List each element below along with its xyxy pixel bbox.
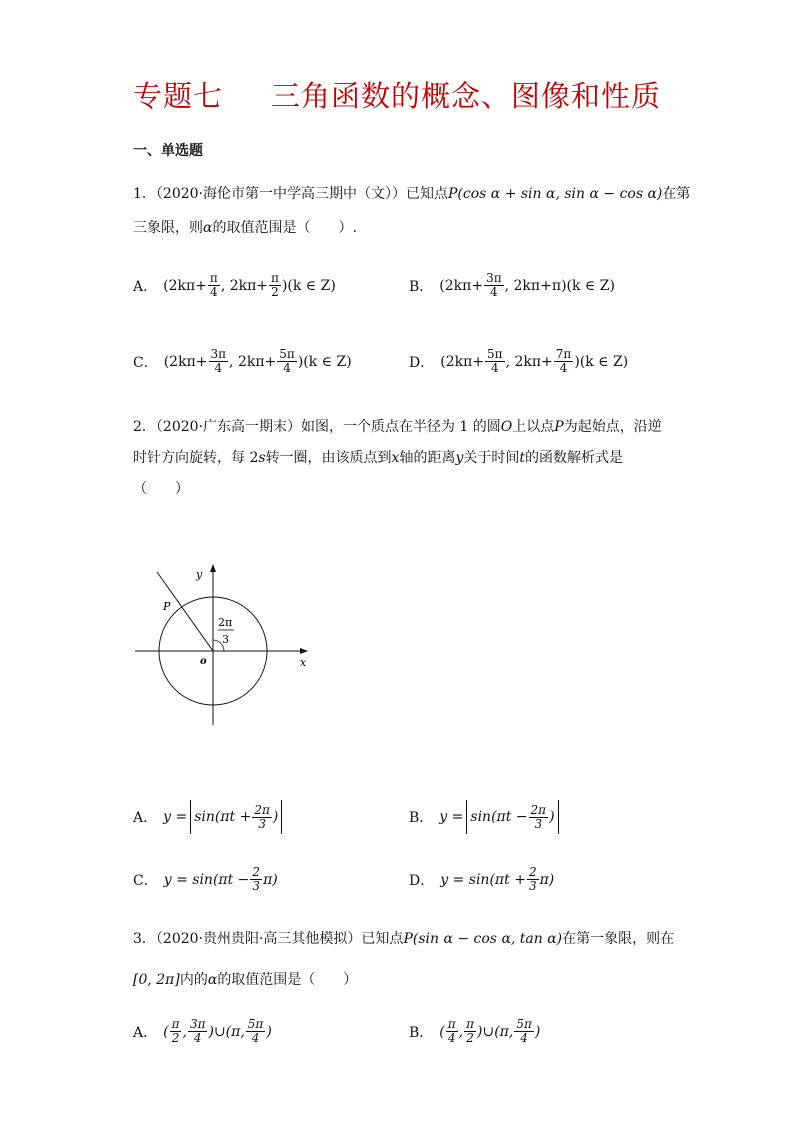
origin-label: o — [200, 656, 207, 667]
q1-option-c[interactable]: C． (2kπ+ $\frac{3\pi}{4}$ , 2kπ+ $\frac{5\pi}{4}$ )(k ∈ Z) — [133, 347, 352, 375]
q2-option-d[interactable]: D． y = sin(πt + $\frac{2}{3}$ π) — [409, 865, 555, 893]
page-title — [133, 74, 661, 115]
q3-stem-line1: 3．（2020·贵州贵阳·高三其他模拟）已知点P(sin α − cos α, tan α)在第一象限，则在 — [133, 931, 675, 947]
x-axis-arrow — [300, 648, 308, 654]
section-heading: 一、单选题 — [133, 143, 203, 159]
x-axis-label: x — [300, 656, 307, 669]
q2-option-b[interactable]: B． y = sin(πt − $\frac{2\pi}{3}$ ) — [409, 800, 562, 834]
point-p-label: P — [163, 600, 171, 613]
angle-numerator: 2π — [218, 616, 233, 629]
title-part1: 专题七 — [133, 79, 224, 113]
q2-option-a[interactable]: A． y = sin(πt + $\frac{2\pi}{3}$ ) — [133, 800, 285, 834]
q2-option-c[interactable]: C． y = sin(πt − $\frac{2}{3}$ π) — [133, 865, 278, 893]
q2-stem-line1: 2．（2020·广东高一期末）如图，一个质点在半径为 1 的圆O上以点P为起始点，沿逆 — [133, 419, 662, 435]
unit-circle-figure — [130, 560, 330, 730]
angle-denominator: 3 — [222, 633, 229, 646]
q1-option-b[interactable]: B． (2kπ+ $\frac{3\pi}{4}$ , 2kπ+π )(k ∈ Z) — [409, 271, 615, 299]
title-part2: 三角函数的概念、图像和性质 — [271, 79, 662, 113]
q3-stem-line2: [0, 2π]内的α的取值范围是（ ） — [133, 972, 358, 988]
q1-stem-line1: 1．（2020·海伦市第一中学高三期中（文））已知点P(cos α + sin α, sin α − cos α)在第 — [133, 186, 691, 202]
q1-option-d[interactable]: D． (2kπ+ $\frac{5\pi}{4}$ , 2kπ+ $\frac{7\pi}{4}$ )(k ∈ Z) — [409, 347, 629, 375]
q1-point: P(cos α + sin α, sin α − cos α) — [448, 186, 663, 202]
q1-stem-line2: 三象限，则α的取值范围是（ ）. — [133, 220, 357, 236]
y-axis-arrow — [210, 564, 216, 572]
q2-stem-line2: 时针方向旋转，每 2s转一圈，由该质点到x轴的距离y关于时间t的函数解析式是 — [133, 450, 624, 466]
q2-stem-line3: （ ） — [133, 481, 189, 497]
q1-option-a[interactable]: A． (2kπ+ $\frac{\pi}{4}$ , 2kπ+ $\frac{\pi}{2}$ )(k ∈ Z) — [133, 271, 336, 299]
q3-option-b[interactable]: B． ( $\frac{\pi}{4}$ , $\frac{\pi}{2}$ ) ∪(π, $\frac{5\pi}{4}$ ) — [409, 1017, 541, 1045]
q3-option-a[interactable]: A． ( $\frac{\pi}{2}$ , $\frac{3\pi}{4}$ ) ∪(π, $\frac{5\pi}{4}$ ) — [133, 1017, 272, 1045]
y-axis-label: y — [196, 568, 203, 581]
